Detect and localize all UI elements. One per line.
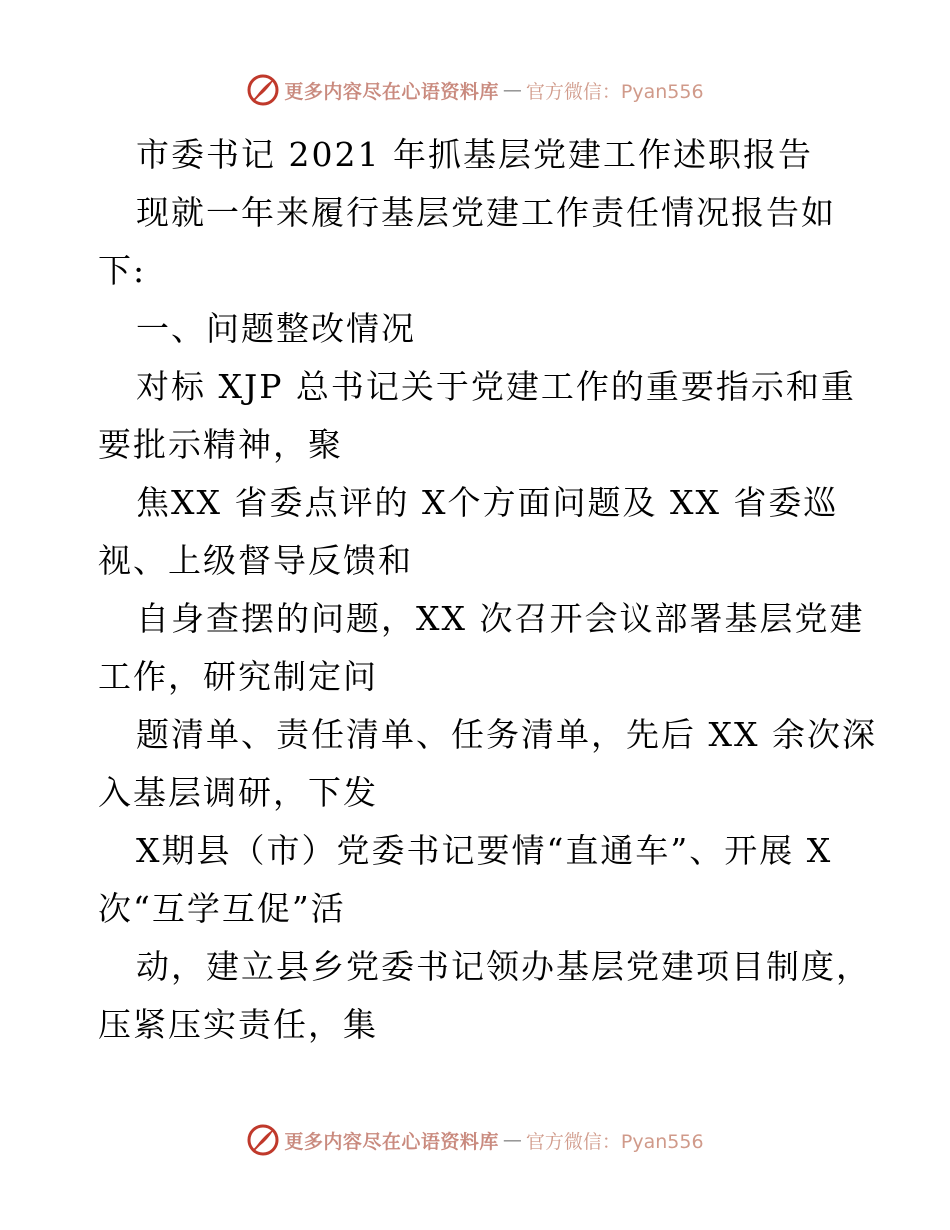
document-title: 市委书记 2021 年抓基层党建工作述职报告 xyxy=(136,135,813,174)
text-line: 自身查摆的问题，XX 次召开会议部署基层党建 xyxy=(136,599,865,638)
watermark-separator: — xyxy=(502,79,522,101)
text-line: 要批示精神，聚 xyxy=(98,425,343,464)
feather-quill-icon xyxy=(246,1123,280,1157)
text-line: 次“互学互促”活 xyxy=(98,889,346,928)
text-line: 下: xyxy=(98,251,147,290)
text-line: 工作，研究制定问 xyxy=(98,657,378,696)
watermark-contact: 官方微信：Pyan556 xyxy=(525,1130,704,1153)
footer-watermark xyxy=(0,1122,950,1158)
text-line: X期县（市）党委书记要情“直通车”、开展 X xyxy=(136,831,833,870)
text-line: 视、上级督导反馈和 xyxy=(98,541,413,580)
watermark-contact: 官方微信：Pyan556 xyxy=(525,80,704,103)
header-watermark xyxy=(0,72,950,108)
section-heading: 一、问题整改情况 xyxy=(136,309,416,348)
text-line: 对标 XJP 总书记关于党建工作的重要指示和重 xyxy=(136,367,856,406)
text-line: 焦XX 省委点评的 X个方面问题及 XX 省委巡 xyxy=(136,483,839,522)
watermark-separator: — xyxy=(502,1129,522,1151)
text-line: 动，建立县乡党委书记领办基层党建项目制度， xyxy=(136,947,871,986)
document-body xyxy=(98,126,877,1054)
text-line: 压紧压实责任，集 xyxy=(98,1005,378,1044)
text-line: 入基层调研，下发 xyxy=(98,773,378,812)
text-line: 题清单、责任清单、任务清单，先后 XX 余次深 xyxy=(136,715,877,754)
feather-quill-icon xyxy=(246,73,280,107)
watermark-brand: 更多内容尽在心语资料库 xyxy=(284,1130,499,1153)
text-line: 现就一年来履行基层党建工作责任情况报告如 xyxy=(136,193,836,232)
watermark-brand: 更多内容尽在心语资料库 xyxy=(284,80,499,103)
